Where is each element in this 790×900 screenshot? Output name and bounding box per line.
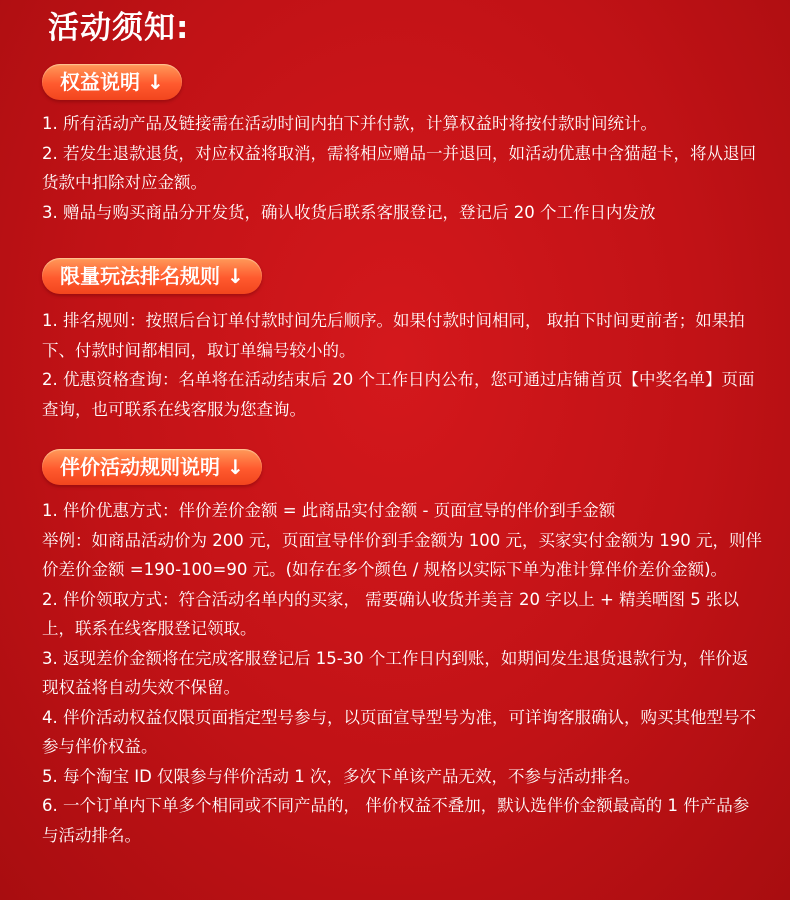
rule-line: 举例：如商品活动价为 200 元，页面宣导伴价到手金额为 100 元，买家实付金额为 190 元，则伴价差价金额 =190-100=90 元。(如存在多个颜色 / 规格以实际下单为准计算伴价差价金额)。 [42,530,762,579]
section-benefits-text [42,109,762,227]
rule-line: 2. 伴价领取方式：符合活动名单内的买家， 需要确认收货并美言 20 字以上 + 精美晒图 5 张以上，联系在线客服登记领取。 [42,589,740,638]
rule-line: 6. 一个订单内下单多个相同或不同产品的， 伴价权益不叠加，默认选伴价金额最高的 1 件产品参与活动排名。 [42,796,750,845]
rule-line: 4. 伴价活动权益仅限页面指定型号参与，以页面宣导型号为准，可详询客服确认，购买其他型号不参与伴价权益。 [42,707,756,756]
rule-line: 3. 返现差价金额将在完成客服登记后 15-30 个工作日内到账，如期间发生退货退款行为，伴价返现权益将自动失效不保留。 [42,648,749,697]
section-price-match-text [42,496,762,850]
section-heading-benefits: 权益说明 ↓ [42,64,182,100]
section-heading-price-match: 伴价活动规则说明 ↓ [42,449,262,485]
rule-line: 2. 优惠资格查询：名单将在活动结束后 20 个工作日内公布，您可通过店铺首页【中奖名单】页面查询，也可联系在线客服为您查询。 [42,370,755,419]
rule-line: 1. 排名规则：按照后台订单付款时间先后顺序。如果付款时间相同， 取拍下时间更前者；如果拍下、付款时间都相同，取订单编号较小的。 [42,311,745,360]
rule-line: 2. 若发生退款退货，对应权益将取消，需将相应赠品一并退回，如活动优惠中含猫超卡，将从退回货款中扣除对应金额。 [42,143,756,192]
section-ranking-text [42,306,762,424]
rule-line: 5. 每个淘宝 ID 仅限参与伴价活动 1 次，多次下单该产品无效，不参与活动排名。 [42,766,641,786]
rule-line: 1. 所有活动产品及链接需在活动时间内拍下并付款，计算权益时将按付款时间统计。 [42,114,657,133]
page-title: 活动须知: [48,10,190,46]
section-heading-ranking: 限量玩法排名规则 ↓ [42,258,262,294]
rule-line: 1. 伴价优惠方式：伴价差价金额 = 此商品实付金额 - 页面宣导的伴价到手金额 [42,501,616,520]
rule-line: 3. 赠品与购买商品分开发货，确认收货后联系客服登记，登记后 20 个工作日内发放 [42,202,656,222]
